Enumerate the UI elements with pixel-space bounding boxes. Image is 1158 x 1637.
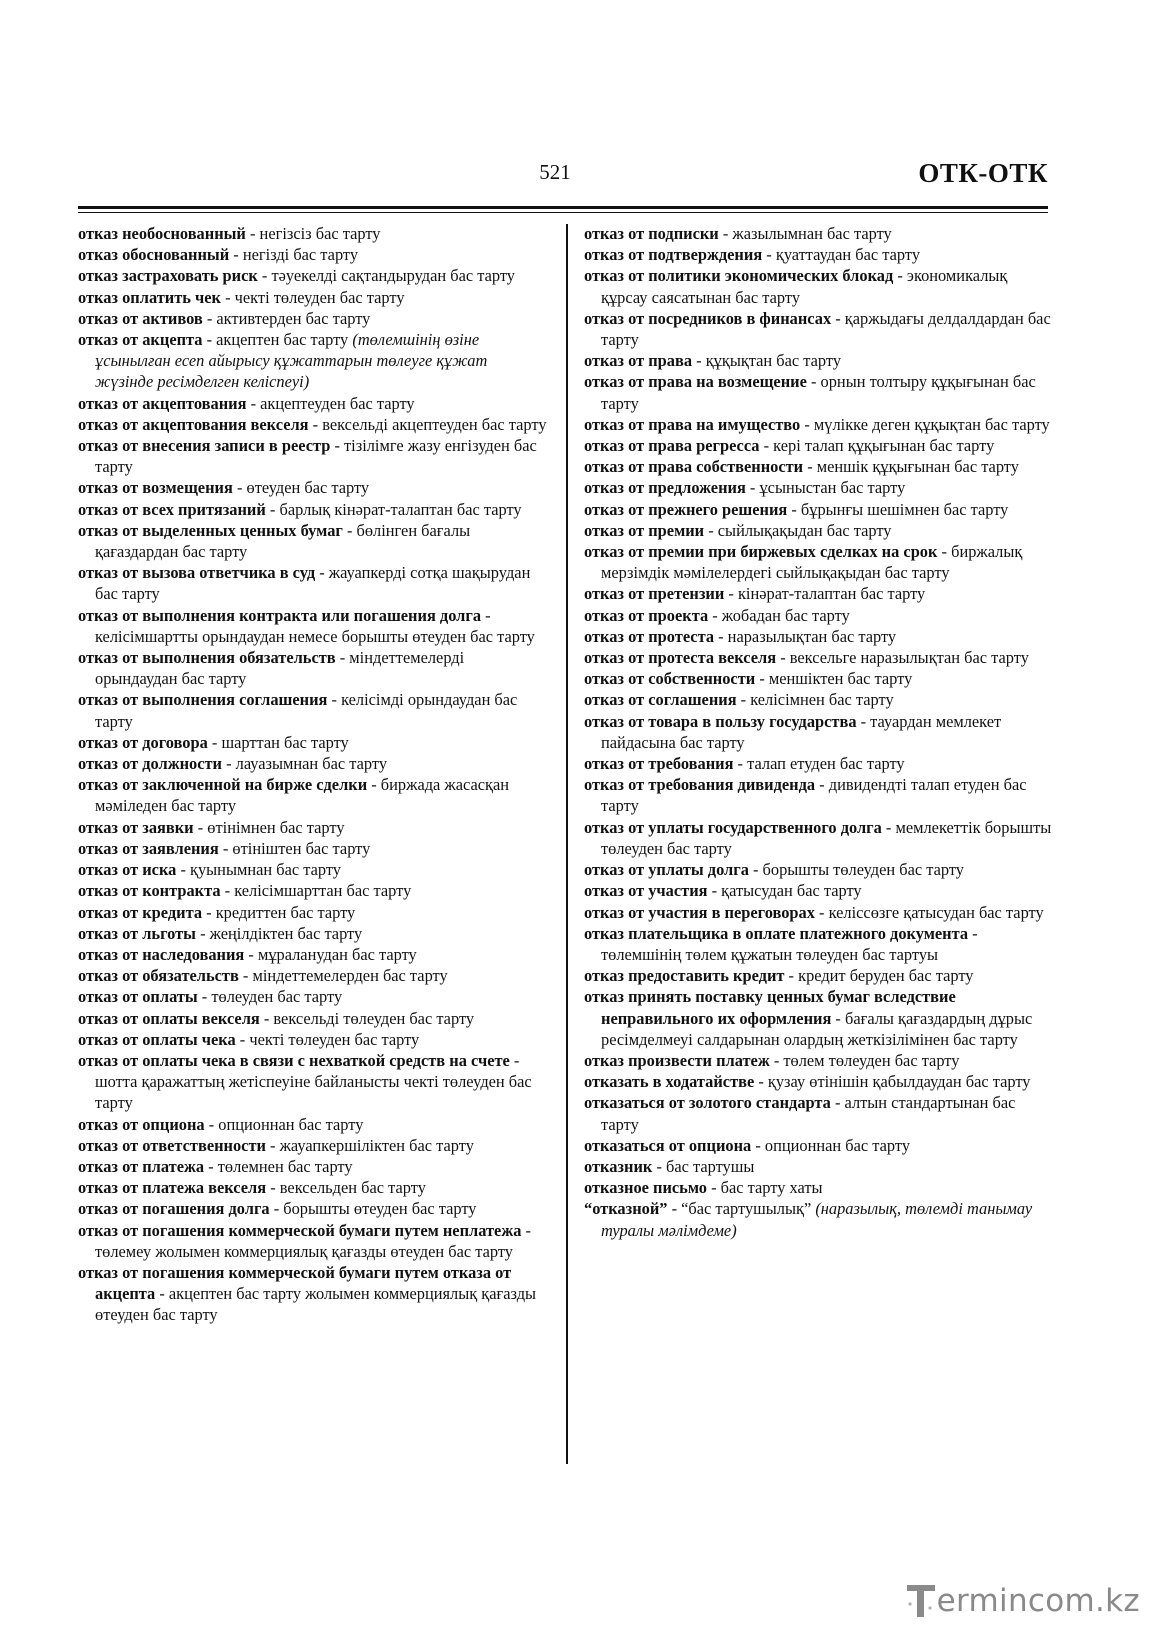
dictionary-entry <box>78 1050 548 1114</box>
dictionary-entry <box>78 1177 548 1198</box>
entry-term: отказ от иска <box>78 860 177 880</box>
dictionary-entry <box>78 880 548 901</box>
entry-definition: - чекті төлеуден бас тарту <box>221 287 405 307</box>
dictionary-entry <box>584 902 1054 923</box>
dictionary-entry <box>78 287 548 308</box>
dictionary-entry <box>78 1262 548 1326</box>
entry-term: отказ от кредита <box>78 902 203 922</box>
dictionary-entry <box>78 923 548 944</box>
entry-term: отказ от претензии <box>584 584 725 604</box>
entry-definition: - келісімді орындаудан бас тарту <box>95 690 518 731</box>
dictionary-entry <box>584 605 1054 626</box>
entry-definition: - кредиттен бас тарту <box>202 902 356 922</box>
dictionary-entry <box>78 265 548 286</box>
entry-definition: - негізсіз бас тарту <box>245 224 381 243</box>
entry-definition: - қуаттаудан бас тарту <box>762 245 921 265</box>
entry-definition: - бөлінген бағалы қағаздардан бас тарту <box>95 520 471 562</box>
entry-term: отказ от права регресса <box>584 436 760 456</box>
entry-term: отказ от обязательств <box>78 966 239 986</box>
entry-term: отказ от премии <box>584 520 705 540</box>
entry-definition: - өтініштен бас тарту <box>218 838 371 858</box>
entry-definition: - міндеттемелерден бас тарту <box>238 966 448 986</box>
entry-term: отказ от уплаты долга <box>584 860 749 880</box>
entry-definition: - тауардан мемлекет пайдасына бас тарту <box>601 711 1002 752</box>
entry-term: отказ предоставить кредит <box>584 966 785 986</box>
entry-definition: - бас тарту хаты <box>707 1178 823 1198</box>
entry-term: отказ от требования дивиденда <box>584 775 816 795</box>
entry-definition: - төлем төлеуден бас тарту <box>769 1050 960 1070</box>
entry-term: отказ от предложения <box>584 478 746 498</box>
dictionary-entry <box>584 880 1054 901</box>
entry-term: отказ обоснованный <box>78 245 230 265</box>
entry-definition: - тәуекелді сақтандырудан бас тарту <box>257 266 516 286</box>
dictionary-entry <box>584 1135 1054 1156</box>
entry-definition: - шарттан бас тарту <box>207 732 349 752</box>
entry-definition: - төлемеу жолымен коммерциялық қағазды өтеуден бас тарту <box>95 1220 531 1261</box>
dictionary-entry <box>78 393 548 414</box>
header-rule-thin <box>78 212 1048 213</box>
dictionary-entry <box>78 605 548 647</box>
entry-definition: - борышты өтеуден бас тарту <box>269 1199 477 1219</box>
dictionary-entry <box>78 1220 548 1262</box>
entry-term: отказ произвести платеж <box>584 1050 770 1070</box>
entry-term: отказ от участия <box>584 881 708 901</box>
dictionary-entry <box>78 562 548 604</box>
entry-term: отказ от акцептования векселя <box>78 414 309 434</box>
entry-definition: - келісімнен бас тарту <box>736 690 894 710</box>
entry-term: отказ от контракта <box>78 881 221 901</box>
entry-definition: - лауазымнан бас тарту <box>222 754 388 774</box>
dictionary-entry <box>584 499 1054 520</box>
dictionary-entry <box>78 499 548 520</box>
dictionary-entry <box>584 244 1054 265</box>
entry-term: отказ от заявки <box>78 817 194 837</box>
entry-definition: - акцептен бас тарту жолымен коммерциялық қағазды өтеуден бас тарту <box>95 1284 537 1325</box>
entry-definition: - талап етуден бас тарту <box>733 754 905 774</box>
entry-term: отказ от акцепта <box>78 330 203 350</box>
entry-definition: - кінәрат-талаптан бас тарту <box>724 584 926 604</box>
page-number: 521 <box>539 160 571 184</box>
entry-definition: - сыйлықақыдан бас тарту <box>704 520 892 540</box>
dictionary-entry <box>584 1177 1054 1198</box>
entry-definition: - өтінімнен бас тарту <box>193 817 345 837</box>
dictionary-entry <box>78 435 548 477</box>
entry-term: отказ от договора <box>78 732 208 752</box>
dictionary-entry <box>78 859 548 880</box>
entry-term: отказ от посредников в финансах <box>584 308 832 328</box>
entry-term: отказ от платежа <box>78 1156 205 1176</box>
dictionary-entry <box>584 668 1054 689</box>
dictionary-entry <box>584 986 1054 1050</box>
entry-term: отказ от права собственности <box>584 457 804 477</box>
entry-definition: - кері талап құқығынан бас тарту <box>759 436 995 456</box>
dictionary-entry <box>78 838 548 859</box>
dictionary-entry <box>584 541 1054 583</box>
entry-term: отказ от товара в пользу государства <box>584 711 857 731</box>
dictionary-entry <box>584 435 1054 456</box>
dictionary-entry <box>78 944 548 965</box>
dictionary-entry <box>78 774 548 816</box>
entry-definition: - жеңілдіктен бас тарту <box>195 923 363 943</box>
entry-definition: - ұсыныстан бас тарту <box>745 478 906 498</box>
watermark <box>906 1581 1140 1621</box>
entry-definition: - төлеуден бас тарту <box>197 987 343 1007</box>
dictionary-entry <box>584 520 1054 541</box>
dictionary-entry <box>584 753 1054 774</box>
entry-term: отказать в ходатайстве <box>584 1072 755 1092</box>
dictionary-entry <box>584 265 1054 307</box>
dictionary-entry <box>584 350 1054 371</box>
entry-definition: - төлемнен бас тарту <box>204 1156 353 1176</box>
entry-definition: - вексельді төлеуден бас тарту <box>259 1008 475 1028</box>
dictionary-entry <box>584 223 1054 244</box>
entry-term: отказное письмо <box>584 1178 707 1198</box>
entry-definition: - орнын толтыру құқығынан бас тарту <box>601 372 1036 413</box>
entry-definition: - акцептеуден бас тарту <box>246 393 415 413</box>
dictionary-entry <box>78 1198 548 1219</box>
entry-term: отказ от льготы <box>78 923 196 943</box>
entry-term: отказ от прежнего решения <box>584 499 788 519</box>
dictionary-entry <box>78 1156 548 1177</box>
dictionary-entry <box>584 477 1054 498</box>
entry-term: отказ от соглашения <box>584 690 737 710</box>
entry-term: отказ от погашения долга <box>78 1199 270 1219</box>
entry-definition: - келісімшарттан бас тарту <box>220 881 412 901</box>
entry-definition: - алтын стандартынан бас тарту <box>601 1093 1016 1134</box>
entry-term: отказ от оплаты <box>78 987 198 1007</box>
entry-term: отказ от вызова ответчика в суд <box>78 563 316 583</box>
column-divider <box>566 224 568 1464</box>
entry-definition: - меншік құқығынан бас тарту <box>803 457 1019 477</box>
entry-term: отказ от ответственности <box>78 1135 266 1155</box>
entry-definition: - қуынымнан бас тарту <box>176 860 341 880</box>
dictionary-entry <box>584 711 1054 753</box>
entry-definition: - биржалық мерзімдік мәмілелердегі сыйлықақыдан бас тарту <box>601 542 1023 583</box>
entry-definition: - қаржыдағы делдалдардан бас тарту <box>601 308 1051 350</box>
entry-note: (төлемшінің өзіне ұсынылған есеп айырысу құжаттарын төлеуге құжат жүзінде ресімделген келіспеуі) <box>95 330 488 392</box>
dictionary-entry <box>78 520 548 562</box>
entry-term: отказник <box>584 1156 653 1176</box>
entry-term: отказ от участия в переговорах <box>584 902 815 922</box>
entry-term: отказ от акцептования <box>78 393 247 413</box>
dictionary-entry <box>78 986 548 1007</box>
entry-term: отказ от погашения коммерческой бумаги путем отказа от акцепта <box>78 1262 512 1304</box>
dictionary-entry <box>584 774 1054 816</box>
entry-definition: - міндеттемелерді орындаудан бас тарту <box>95 648 465 689</box>
entry-term: отказ от требования <box>584 754 734 774</box>
entry-definition: - жазылымнан бас тарту <box>718 224 892 243</box>
dictionary-entry <box>78 477 548 498</box>
entry-term: отказ от подписки <box>584 224 719 243</box>
dictionary-entry <box>78 1135 548 1156</box>
dictionary-entry <box>78 414 548 435</box>
entry-term: отказ от выделенных ценных бумаг <box>78 520 343 540</box>
dictionary-entry <box>78 1029 548 1050</box>
dictionary-entry <box>584 1156 1054 1177</box>
entry-definition: - акцептен бас тарту <box>202 330 353 350</box>
dictionary-entry <box>584 817 1054 859</box>
running-head: ОТК-ОТК <box>918 158 1048 188</box>
dictionary-entry <box>584 308 1054 350</box>
entry-definition: - құқықтан бас тарту <box>692 351 842 371</box>
entry-definition: - опционнан бас тарту <box>204 1114 364 1134</box>
dictionary-entry <box>584 689 1054 710</box>
entry-term: отказ от премии при биржевых сделках на срок <box>584 542 938 562</box>
entry-definition: - бұрынғы шешімнен бас тарту <box>787 499 1009 519</box>
t-letter-logo-icon <box>906 1582 936 1620</box>
entry-term: отказ от должности <box>78 754 222 774</box>
entry-term: отказ от подтверждения <box>584 245 763 265</box>
entry-term: отказ от оплаты векселя <box>78 1008 260 1028</box>
entry-definition: - шотта қаражаттың жетіспеуіне байланысты чекті төлеуден бас тарту <box>95 1050 532 1113</box>
entry-term: отказ от политики экономических блокад <box>584 266 894 286</box>
dictionary-entry <box>78 647 548 689</box>
dictionary-entry <box>584 371 1054 413</box>
entry-term: отказ от права <box>584 351 693 371</box>
entry-term: отказ от заключенной на бирже сделки <box>78 775 368 795</box>
entry-term: отказ от платежа векселя <box>78 1178 267 1198</box>
dictionary-entry <box>584 414 1054 435</box>
right-column <box>584 223 1054 1241</box>
entry-term: отказ от права на имущество <box>584 414 801 434</box>
entry-definition: - наразылықтан бас тарту <box>714 626 897 646</box>
dictionary-entry <box>78 223 548 244</box>
dictionary-entry <box>78 817 548 838</box>
entry-term: отказ от наследования <box>78 944 245 964</box>
dictionary-entry <box>78 329 548 393</box>
entry-note: (наразылық, төлемді танымау туралы мәлімдеме) <box>601 1199 1033 1240</box>
entry-term: отказ от внесения записи в реестр <box>78 436 331 456</box>
entry-term: отказ застраховать риск <box>78 266 258 286</box>
entry-term: отказ от возмещения <box>78 478 233 498</box>
dictionary-entry <box>78 753 548 774</box>
entry-definition: - бағалы қағаздардың дұрыс ресімделмеуі салдарынан олардың жеткізілімінен бас тарту <box>601 1008 1033 1049</box>
dictionary-entry <box>78 244 548 265</box>
dictionary-entry <box>78 732 548 753</box>
entry-definition: - мемлекеттік борышты төлеуден бас тарту <box>601 817 1052 858</box>
dictionary-entry <box>584 1050 1054 1071</box>
entry-definition: - вексельге наразылықтан бас тарту <box>776 648 1029 668</box>
entry-term: отказ от выполнения соглашения <box>78 690 328 710</box>
entry-definition: - борышты төлеуден бас тарту <box>748 860 964 880</box>
entry-term: отказ плательщика в оплате платежного документа <box>584 923 969 943</box>
dictionary-entry <box>584 1198 1054 1240</box>
dictionary-entry <box>584 626 1054 647</box>
entry-definition: - вексельді акцептеуден бас тарту <box>308 414 547 434</box>
entry-definition: - мүлікке деген құқықтан бас тарту <box>800 414 1050 434</box>
entry-definition: - өтеуден бас тарту <box>232 478 370 498</box>
entry-term: отказ принять поставку ценных бумаг вследствие неправильного их оформления <box>584 987 956 1028</box>
dictionary-entry <box>584 1092 1054 1134</box>
dictionary-entry <box>78 965 548 986</box>
dictionary-entry <box>584 965 1054 986</box>
entry-term: отказ от активов <box>78 308 203 328</box>
entry-term: отказ от протеста <box>584 626 715 646</box>
entry-definition: - кредит беруден бас тарту <box>784 966 974 986</box>
entry-definition: - вексельден бас тарту <box>266 1178 426 1198</box>
entry-term: отказ от права на возмещение <box>584 372 807 392</box>
entry-term: отказ от заявления <box>78 838 219 858</box>
entry-definition: - тізілімге жазу енгізуден бас тарту <box>95 436 537 477</box>
dictionary-entry <box>78 1114 548 1135</box>
entry-definition: - келісімшартты орындаудан немесе борышты өтеуден бас тарту <box>95 605 535 646</box>
entry-definition: - негізді бас тарту <box>229 245 359 265</box>
header-rule-thick <box>78 206 1048 209</box>
entry-term: отказ от всех притязаний <box>78 499 266 519</box>
entry-definition: - мұраланудан бас тарту <box>244 944 417 964</box>
entry-term: отказ от выполнения контракта или погашения долга <box>78 605 482 625</box>
entry-term: отказаться от опциона <box>584 1135 752 1155</box>
entry-definition: - дивидендті талап етуден бас тарту <box>601 775 1027 816</box>
entry-definition: - барлық кінәрат-талаптан бас тарту <box>265 499 522 519</box>
dictionary-entry <box>78 308 548 329</box>
entry-definition: - бас тартушы <box>652 1156 755 1176</box>
entry-term: отказ от уплаты государственного долга <box>584 817 882 837</box>
entry-definition: - активтерден бас тарту <box>202 308 371 328</box>
entry-term: отказ необоснованный <box>78 224 246 243</box>
entry-definition: - меншіктен бас тарту <box>755 669 913 689</box>
dictionary-entry <box>584 456 1054 477</box>
entry-term: отказ от оплаты чека в связи с нехваткой средств на счете <box>78 1050 510 1070</box>
entry-term: отказ от погашения коммерческой бумаги путем неплатежа <box>78 1220 522 1240</box>
entry-term: “отказной” <box>584 1199 668 1219</box>
entry-definition: - қатысудан бас тарту <box>707 881 862 901</box>
entry-definition: - қузау өтінішін қабылдаудан бас тарту <box>754 1072 1031 1092</box>
entry-term: отказ от проекта <box>584 605 709 625</box>
entry-definition: - жауапкерді сотқа шақырудан бас тарту <box>95 563 531 604</box>
entry-definition: - жауапкершіліктен бас тарту <box>265 1135 474 1155</box>
entry-definition: - келіссөзге қатысудан бас тарту <box>814 902 1044 922</box>
entry-definition: - жобадан бас тарту <box>708 605 850 625</box>
dictionary-entry <box>584 583 1054 604</box>
dictionary-entry <box>78 1008 548 1029</box>
entry-definition: - опционнан бас тарту <box>751 1135 911 1155</box>
entry-definition: - биржада жасасқан мәміледен бас тарту <box>95 775 510 816</box>
dictionary-entry <box>584 859 1054 880</box>
entry-term: отказаться от золотого стандарта <box>584 1093 831 1113</box>
dictionary-entry <box>78 689 548 731</box>
entry-term: отказ от собственности <box>584 669 756 689</box>
entry-term: отказ от оплаты чека <box>78 1029 236 1049</box>
dictionary-entry <box>584 1071 1054 1092</box>
entry-term: отказ от опциона <box>78 1114 205 1134</box>
entry-definition: - чекті төлеуден бас тарту <box>235 1029 420 1049</box>
left-column <box>78 223 548 1326</box>
dictionary-entry <box>584 923 1054 965</box>
dictionary-entry <box>584 647 1054 668</box>
entry-definition: - “бас тартушылық” <box>667 1199 816 1219</box>
entry-definition: - төлемшінің төлем құжатын төлеуден бас тартуы <box>601 923 978 964</box>
entry-term: отказ от протеста векселя <box>584 648 777 668</box>
entry-term: отказ оплатить чек <box>78 287 221 307</box>
watermark-text: ermincom.kz <box>936 1583 1140 1619</box>
entry-definition: - экономикалық құрсау саясатынан бас тарту <box>601 266 1008 307</box>
entry-term: отказ от выполнения обязательств <box>78 648 336 668</box>
dictionary-entry <box>78 902 548 923</box>
